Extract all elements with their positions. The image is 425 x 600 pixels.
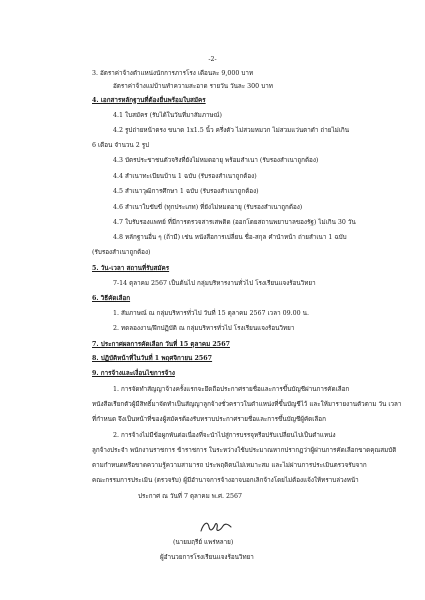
item-9-2-line-4: คณะกรรมการประเมิน (ตรวจรับ) ผู้มีอำนาจการจ้างอาจบอกเลิกจ้างโดยไม่ต้องแจ้งให้ทราบล่วงหน้า: [92, 477, 359, 484]
item-9-1-line-3: ที่กำหนด จึงเป็นหน้าที่ของผู้สมัครต้องรับทราบประกาศรายชื่อและการขึ้นบัญชีผู้คัดเลือก: [92, 416, 326, 423]
item-4-2: 4.2 รูปถ่ายหน้าตรง ขนาด 1x1.5 นิ้ว ครึ่งตัว ไม่สวมหมวก ไม่สวมแว่นตาดำ ถ่ายไม่เกิน: [113, 127, 350, 134]
item-6-1: 1. สัมภาษณ์ ณ กลุ่มบริหารทั่วไป วันที่ 15 ตุลาคม 2567 เวลา 09.00 น.: [113, 310, 309, 317]
item-4-3: 4.3 บัตรประชาชนตัวจริงที่ยังไม่หมดอายุ พร้อมสำเนา (รับรองสำเนาถูกต้อง): [113, 157, 319, 164]
signer-name: (นายมฤรีย์ แพร่หลาย): [173, 539, 234, 546]
housekeeper-wage-line: อัตราค่าจ้างแม่บ้านทำความสะอาด รายวัน วันละ 300 บาท: [113, 83, 273, 90]
item-4-8: 4.8 หลักฐานอื่น ๆ (ถ้ามี) เช่น หนังสือการเปลี่ยน ชื่อ-สกุล คำนำหน้า ถ่ายสำเนา 1 ฉบับ: [113, 234, 347, 241]
section-7-heading: 7. ประกาศผลการคัดเลือก วันที่ 15 ตุลาคม 2567: [92, 341, 230, 348]
item-9-1-line-2: หนังสือเรียกตัวผู้มีสิทธิ์มาจัดทำเป็นสัญญาลูกจ้างชั่วคราวในตำแหน่งที่ขึ้นบัญชีไว้ และให้มารายงานตัวตาม วัน เวลา: [92, 401, 402, 408]
section-4-heading: 4. เอกสารหลักฐานที่ต้องยื่นพร้อมใบสมัคร: [92, 97, 206, 104]
item-4-5: 4.5 สำเนาวุฒิการศึกษา 1 ฉบับ (รับรองสำเนาถูกต้อง): [113, 188, 259, 195]
section-9-heading: 9. การจ้างและเงื่อนไขการจ้าง: [92, 370, 175, 377]
item-4-4: 4.4 สำเนาทะเบียนบ้าน 1 ฉบับ (รับรองสำเนาถูกต้อง): [113, 173, 257, 180]
item-9-1-line-1: 1. การจัดทำสัญญาจ้างครั้งแรกจะยึดถือประกาศรายชื่อและการขึ้นบัญชีผ่านการคัดเลือก: [113, 386, 350, 393]
section-6-heading: 6. วิธีคัดเลือก: [92, 295, 131, 302]
signature-mark: [198, 518, 234, 536]
announcement-date: ประกาศ ณ วันที่ 7 ตุลาคม พ.ศ. 2567: [138, 493, 242, 500]
item-4-8-continued: (รับรองสำเนาถูกต้อง): [92, 249, 151, 256]
item-4-7: 4.7 ใบรับรองแพทย์ ที่มีการตรวจสารเสพติด (ออกโดยสถานพยาบาลของรัฐ) ไม่เกิน 30 วัน: [113, 219, 356, 226]
section-8-heading: 8. ปฏิบัติหน้าที่ในวันที่ 1 พฤศจิกายน 2567: [92, 355, 213, 362]
section-5-heading: 5. วัน-เวลา สถานที่รับสมัคร: [92, 265, 170, 272]
item-9-2-line-1: 2. การจ้างไม่มีข้อผูกพันต่อเนื่องที่จะนำไปสู่การบรรจุหรือปรับเปลี่ยนไปเป็นตำแหน่ง: [113, 432, 336, 439]
item-4-1: 4.1 ใบสมัคร (รับได้ในวันที่มาสัมภาษณ์): [113, 112, 222, 119]
janitor-wage-line: 3. อัตราค่าจ้างตำแหน่งนักการภารโรง เดือนละ 9,000 บาท: [92, 70, 254, 77]
item-4-2-continued: 6 เดือน จำนวน 2 รูป: [92, 142, 150, 149]
item-9-2-line-2: ลูกจ้างประจำ พนักงานราชการ ข้าราชการ ในระหว่างใช้บประมาณหากปรากฏว่าผู้ผ่านการคัดเลือกขาดคุณสมบัติ: [92, 447, 397, 454]
section-5-body: 7-14 ตุลาคม 2567 เป็นต้นไป กลุ่มบริหารงานทั่วไป โรงเรียนแจงร้อนวิทยา: [113, 280, 316, 287]
item-6-2: 2. ทดลองงาน/ฝึกปฏิบัติ ณ กลุ่มบริหารทั่วไป โรงเรียนแจงร้อนวิทยา: [113, 325, 295, 332]
page-number: -2-: [208, 56, 217, 63]
item-4-6: 4.6 สำเนาใบขับขี่ (ทุกประเภท) ที่ยังไม่หมดอายุ (รับรองสำเนาถูกต้อง): [113, 204, 303, 211]
item-9-2-line-3: ตามกำหนดหรือขาดความรู้ความสามารถ ประพฤติตนไม่เหมาะสม และไม่ผ่านการประเมินตรวจรับจาก: [92, 462, 367, 469]
signer-title: ผู้อำนวยการโรงเรียนแจงร้อนวิทยา: [160, 554, 254, 561]
